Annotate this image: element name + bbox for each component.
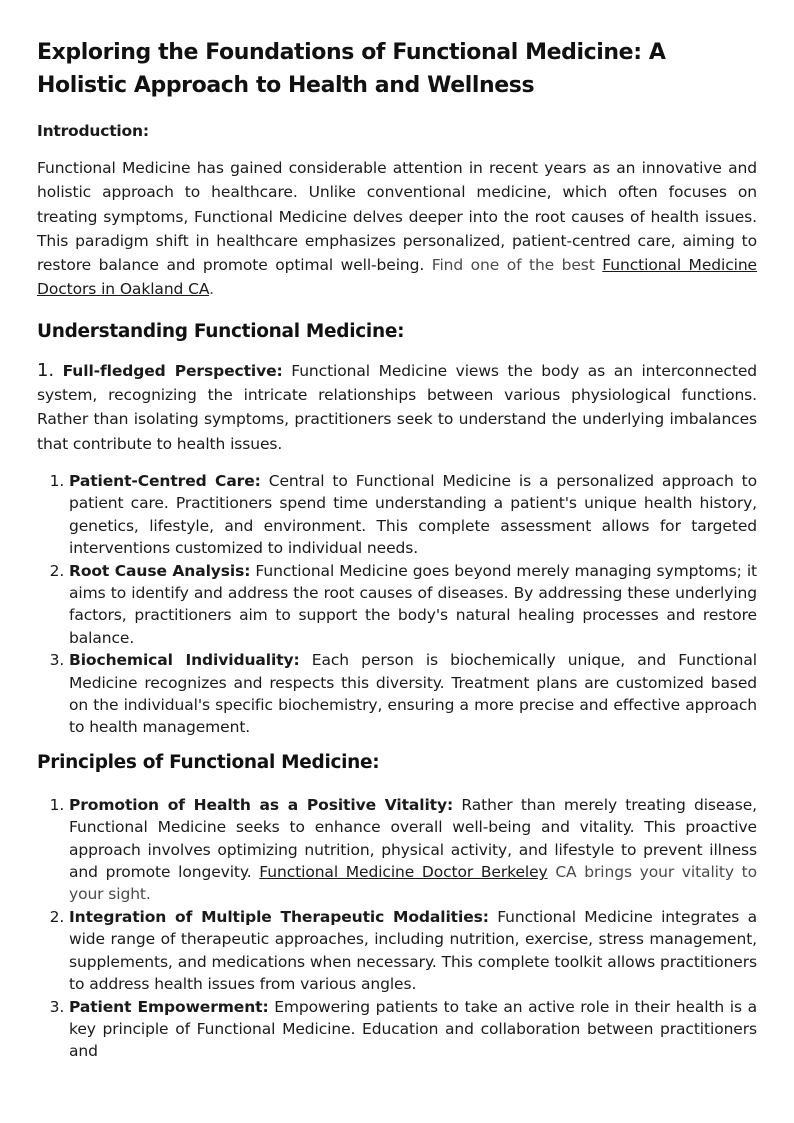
item-term: Promotion of Health as a Positive Vitality:	[69, 795, 454, 814]
item-term: Integration of Multiple Therapeutic Modalities:	[69, 907, 489, 926]
intro-cta-text: Find one of the best	[431, 256, 595, 275]
list-item	[69, 649, 757, 739]
understanding-list	[37, 470, 757, 739]
item-text: Functional Medicine goes beyond merely managing symptoms; it aims to identify and address the root causes of diseases. By addressing these underlying factors, practitioners aim to support the body's natural healing processes and restore balance.	[69, 561, 758, 647]
lead-term: Full-fledged Perspective:	[62, 361, 283, 380]
list-item	[69, 470, 757, 560]
item-term: Patient Empowerment:	[69, 997, 269, 1016]
item-text: Central to Functional Medicine is a personalized approach to patient care. Practitioners spend time understanding a patient's unique health history, genetics, lifestyle, and environment. This complete assessment allows for targeted interventions customized to individual needs.	[69, 471, 757, 558]
item-text: Functional Medicine integrates a wide range of therapeutic approaches, including nutrition, exercise, stress management, supplements, and medications when necessary. This complete toolkit allows practitioners to address health issues from various angles.	[69, 907, 757, 994]
item-text: Each person is biochemically unique, and Functional Medicine recognizes and respects this diversity. Treatment plans are customized based on the individual's specific biochemistry, ensuring a more precise and effective approach to health management.	[69, 651, 757, 737]
item-text: Empowering patients to take an active role in their health is a key principle of Functional Medicine. Education and collaboration between practitioners and	[69, 997, 758, 1061]
page-title: Exploring the Foundations of Functional Medicine: A Holistic Approach to Health and Wellness	[37, 40, 666, 98]
oakland-doctors-link[interactable]: Functional Medicine Doctors in Oakland CA	[37, 256, 757, 299]
item-text: Rather than merely treating disease, Functional Medicine seeks to enhance overall well-being and vitality. This proactive approach involves optimizing nutrition, physical activity, and lifestyle to prevent illness and promote longevity.	[69, 795, 757, 882]
item-term: Biochemical Individuality:	[69, 651, 300, 670]
list-item	[69, 996, 757, 1063]
intro-text: Functional Medicine has gained considerable attention in recent years as an innovative and holistic approach to healthcare. Unlike conventional medicine, which often focuses on treating symptoms, Functional Medicine delves deeper into the root causes of health issues. This paradigm shift in healthcare emphasizes personalized, patient-centred care, aiming to restore balance and promote optimal well-being.	[37, 159, 757, 275]
section-heading-understanding: Understanding Functional Medicine:	[37, 320, 405, 342]
lead-text: Functional Medicine views the body as an interconnected system, recognizing the intricate relationships between various physiological functions. Rather than isolating symptoms, practitioners seek to understand the underlying imbalances that contribute to health issues.	[37, 361, 758, 453]
intro-after-link: .	[209, 280, 214, 299]
list-item	[69, 794, 757, 906]
item-term: Patient-Centred Care:	[69, 471, 261, 490]
full-fledged-paragraph	[37, 359, 757, 456]
intro-paragraph	[37, 156, 757, 302]
item-term: Root Cause Analysis:	[69, 561, 251, 580]
list-item	[69, 906, 757, 996]
berkeley-doctor-link[interactable]: Functional Medicine Doctor Berkeley	[259, 863, 548, 882]
item-after-link: CA brings your vitality to your sight.	[69, 863, 757, 904]
list-item	[69, 560, 757, 650]
section-heading-principles: Principles of Functional Medicine:	[37, 751, 380, 773]
intro-heading: Introduction:	[37, 122, 149, 140]
lead-number: 1.	[37, 359, 54, 381]
principles-list	[37, 794, 757, 1063]
